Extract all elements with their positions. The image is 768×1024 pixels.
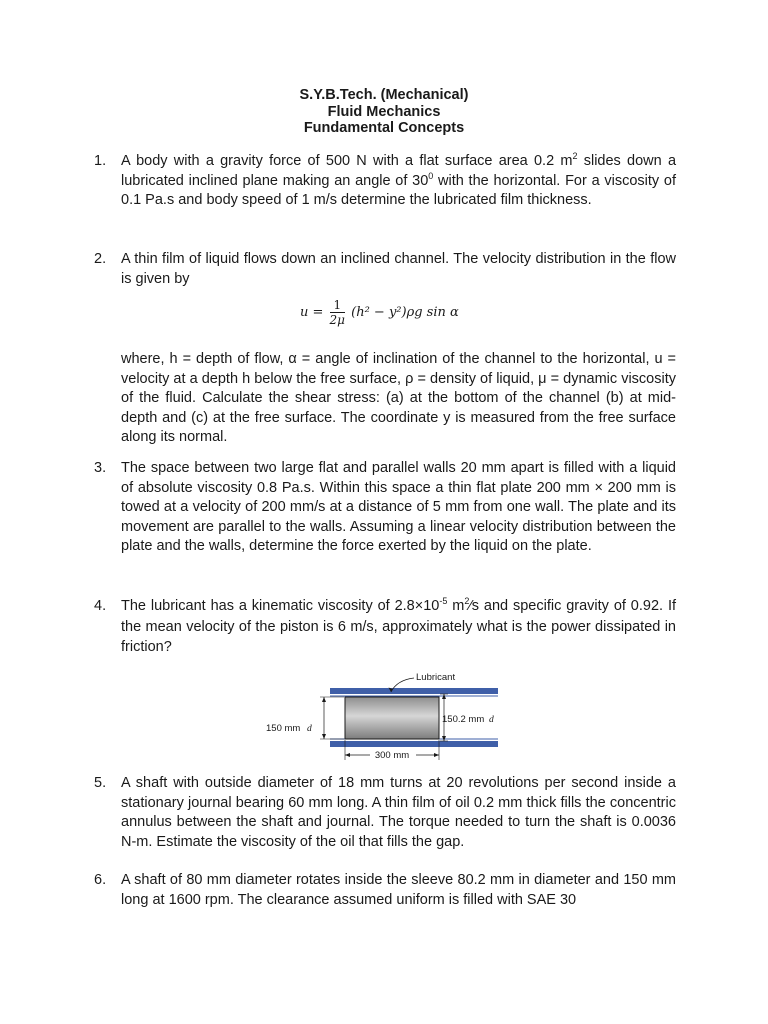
formula-rhs: (h² − y²)ρg sin α	[351, 305, 459, 320]
question-number: 2.	[94, 251, 107, 267]
question-text: The lubricant has a kinematic viscosity of $2.8\times 10^{-5}$ $m^2⁄s$ and specific gravity of 0.92. If the mean velocity of the piston is 6 m/s, approximately what is the power dissipated in friction?	[121, 596, 676, 655]
velocity-formula	[300, 298, 459, 327]
right-dim-label: 150.2 mm	[442, 714, 485, 725]
piston	[345, 697, 439, 739]
question-text: where, h = depth of flow, α = angle of inclination of the channel to the horizontal, u = velocity at a depth h below the free surface, ρ = density of liquid, μ = dynamic viscosity of the fluid. Calculate the shear stress: (a) at the bottom of the channel (b) at mid-depth and (c) at the free surface. The coordinate y is measured from the free surface along its normal.	[121, 351, 676, 446]
question-2-where	[94, 350, 676, 448]
length-dim-label: 300 mm	[374, 750, 410, 761]
left-dim-var: d	[307, 724, 312, 734]
right-dim-var: d	[489, 715, 494, 725]
question-text: The space between two large flat and parallel walls 20 mm apart is filled with a liquid of absolute viscosity 0.8 Pa.s. Within this space a thin flat plate 200 mm × 200 mm is towed at a velocity of 200 mm/s at a distance of 5 mm from one wall. The plate and its movement are parallel to the walls. Assuming a linear velocity distribution between the plate and the walls, determine the force exerted by the liquid on the plate.	[121, 460, 676, 555]
course-line: S.Y.B.Tech. (Mechanical)	[299, 87, 469, 103]
formula-denominator: 2μ	[329, 313, 345, 327]
subject-title: Fluid Mechanics	[327, 103, 441, 120]
question-text: A shaft of 80 mm diameter rotates inside the sleeve 80.2 mm in diameter and 150 mm long at 1600 rpm. The clearance assumed uniform is filled with SAE 30	[121, 872, 676, 908]
question-text: A thin film of liquid flows down an inclined channel. The velocity distribution in the flow is given by	[121, 251, 676, 287]
question-number: 4.	[94, 598, 107, 614]
formula-numerator: 1	[333, 298, 342, 312]
question-1	[94, 152, 676, 211]
topic-title: Fundamental Concepts	[303, 120, 465, 136]
formula-lhs: u =	[300, 305, 324, 320]
lubricant-label: Lubricant	[416, 672, 456, 683]
question-number: 1.	[94, 153, 107, 169]
cylinder-wall-bottom	[330, 741, 498, 747]
question-4	[94, 596, 676, 658]
document-header	[0, 87, 768, 137]
cylinder-wall-top	[330, 688, 498, 694]
question-number: 6.	[94, 872, 107, 888]
question-text: A shaft with outside diameter of 18 mm turns at 20 revolutions per second inside a stationary journal bearing 60 mm long. A thin film of oil 0.2 mm thick fills the concentric annulus between the shaft and journal. The torque needed to turn the shaft is 0.0036 N-m. Estimate the viscosity of the oil that fills the gap.	[121, 775, 676, 850]
piston-diagram	[264, 668, 504, 768]
question-3	[94, 459, 676, 557]
question-number: 5.	[94, 775, 107, 791]
question-5	[94, 774, 676, 852]
formula-fraction	[330, 298, 345, 327]
question-text: A body with a gravity force of 500 N with a flat surface area 0.2 $m^2$ slides down a lubricated inclined plane making an angle of $30^0$ with the horizontal. For a viscosity of 0.1 Pa.s and body speed of 1 m/s determine the lubricated film thickness.	[121, 151, 677, 209]
left-dim-label: 150 mm	[266, 723, 301, 734]
question-number: 3.	[94, 460, 107, 476]
question-6	[94, 871, 676, 910]
question-2	[94, 250, 676, 289]
